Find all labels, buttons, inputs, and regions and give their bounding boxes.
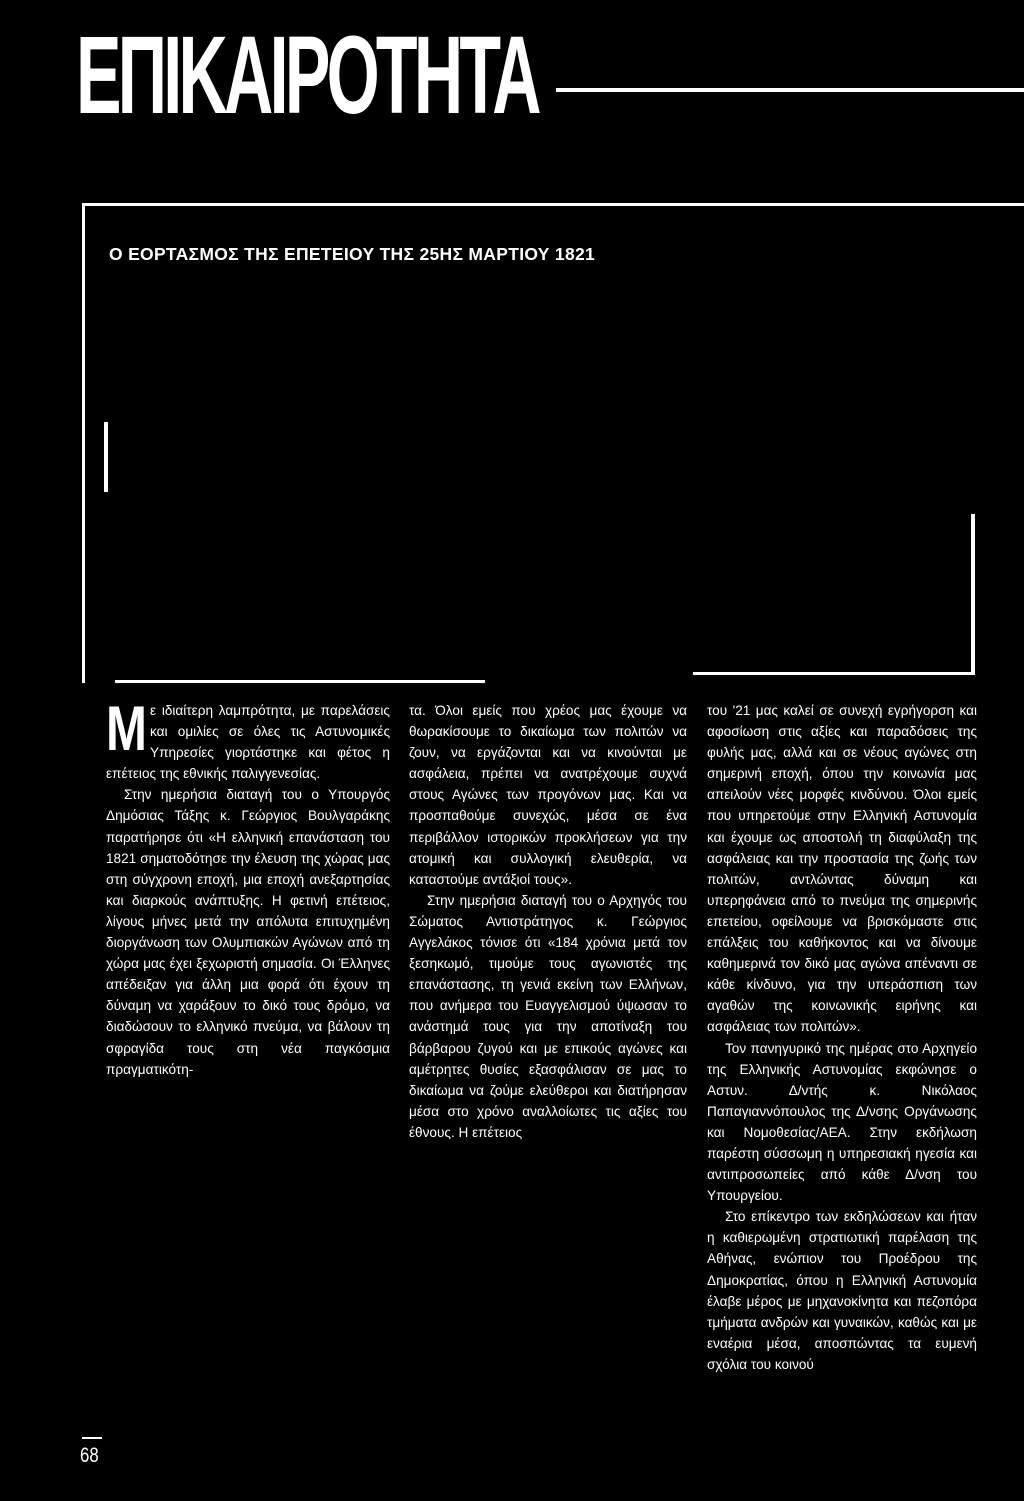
article-column-3 (707, 700, 977, 1375)
drop-cap: Μ (106, 694, 147, 764)
decorative-bar-right (971, 514, 975, 672)
section-title: Ο ΕΟΡΤΑΣΜΟΣ ΤΗΣ ΕΠΕΤΕΙΟΥ ΤΗΣ 25ΗΣ ΜΑΡΤΙΟΥ 1821 (109, 244, 596, 264)
masthead-title: ΕΠΙΚΑΙΡΟΤΗΤΑ (76, 14, 538, 137)
article-paragraph: Τον πανηγυρικό της ημέρας στο Αρχηγείο της Ελληνικής Αστυνομίας εκφώνησε ο Αστυν. Δ/ντής κ. Νικόλαος Παπαγιαννόπουλος της Δ/νσης Οργάνωσης και Νομοθεσίας/ΑΕΑ. Στην εκδήλωση παρέστη σύσσωμη η υπηρεσιακή ηγεσία και αντιπροσωπείες από κάθε Δ/νση του Υπουργείου. (707, 1040, 977, 1204)
masthead (76, 14, 1024, 137)
article-paragraph: Στο επίκεντρο των εκδηλώσεων και ήταν η καθιερωμένη στρατιωτική παρέλαση της Αθήνας, ενώπιον του Προέδρου της Δημοκρατίας, όπου η Ελληνική Αστυνομία έλαβε μέρος με μηχανοκίνητα και πεζοπόρα τμήματα ανδρών και γυναικών, καθώς και με εναέρια μέσα, αποσπώντας τα ευμενή σχόλια του κοινού (707, 1209, 977, 1372)
page-number: 68 (80, 1444, 99, 1467)
article-paragraph: τα. Όλοι εμείς που χρέος μας έχουμε να θωρακίσουμε το δικαίωμα των πολιτών να ζουν, να εργάζονται και να κινούνται με ασφάλεια, πρέπει να ανατρέχουμε συχνά στους Αγώνες των προγόνων μας. Και να προσπαθούμε συνεχώς, μέσα σε ένα περιβάλλον ιστορικών προκλήσεων για την ατομική και συλλογική ελευθερία, να καταστούμε αντάξιοί τους». (409, 703, 687, 887)
frame-rule-left (115, 680, 485, 683)
article-paragraph (106, 694, 390, 784)
article-paragraph: Στην ημερήσια διαταγή του ο Αρχηγός του Σώματος Αντιστράτηγος κ. Γεώργιος Αγγελάκος τόνισε ότι «184 χρόνια μετά τον ξεσηκωμό, τιμούμε τους αγωνιστές της επανάστασης, τη γενιά εκείνη των Ελλήνων, που ανήμερα του Ευαγγελισμού ύψωσαν το ανάστημά τους για την αποτίναξη του βάρβαρου ζυγού και με επικούς αγώνες και αμέτρητες θυσίες εξασφάλισαν σε μας το δικαίωμα να ζούμε ελεύθεροι και διατήρησαν μέσα στο χρόνο αναλλοίωτες τις αξίες του έθνους. Η επέτειος (409, 892, 687, 1140)
paragraph-text: ε ιδιαίτερη λαμπρότητα, με παρελάσεις και ομιλίες σε όλες τις Αστυνομικές Υπηρεσίες γιορτάστηκε και φέτος η επέτειος της εθνικής παλιγγενεσίας. (106, 703, 390, 782)
masthead-rule (556, 88, 1024, 92)
article-column-1 (106, 694, 390, 1080)
article-paragraph: Στην ημερήσια διαταγή του ο Υπουργός Δημόσιας Τάξης κ. Γεώργιος Βουλγαράκης παρατήρησε ότι «Η ελληνική επανάσταση του 1821 σηματοδότησε την έλευση της χώρας μας στη σύγχρονη εποχή, μια εποχή ανεξαρτησίας και διαρκούς ανάπτυξης. Η φετινή επέτειος, λίγους μήνες μετά την απόλυτα επιτυχημένη διοργάνωση των Ολυμπιακών Αγώνων από τη χώρα μας έχει ξεχωριστή σημασία. Οι Έλληνες απέδειξαν για άλλη μια φορά ότι έχουν τη δύναμη να χαράξουν το δικό τους δρόμο, να διαδώσουν το ελληνικό πνεύμα, να βάλουν τη σφραγίδα τους στη νέα παγκόσμια πραγματικότη- (106, 787, 390, 1077)
page-number-rule (82, 1437, 102, 1439)
article-column-2 (409, 700, 687, 1143)
decorative-bar-left (104, 422, 108, 492)
header-frame (82, 203, 1024, 683)
article-paragraph: του '21 μας καλεί σε συνεχή εγρήγορση και αφοσίωση στις αξίες και παραδόσεις της φυλής μας, αλλά και σε νέους αγώνες στη σημερινή εποχή, όπου την κοινωνία μας απειλούν νέες μορφές κινδύνου. Όλοι εμείς που υπηρετούμε στην Ελληνική Αστυνομία και έχουμε ως αποστολή τη διαφύλαξη της ασφάλειας και την προστασία της ζωής των πολιτών, αντλώντας δύναμη και υπερηφάνεια από το πνεύμα της σημερινής επετείου, οφείλουμε να βρισκόμαστε στις επάλξεις του καθήκοντος και να δίνουμε καθημερινά τον δικό μας αγώνα απέναντι σε κάθε κίνδυνο, για την υπεράσπιση των αγαθών της κοινωνικής ειρήνης και ασφάλειας των πολιτών». (707, 703, 977, 1035)
frame-rule-right (693, 672, 975, 675)
